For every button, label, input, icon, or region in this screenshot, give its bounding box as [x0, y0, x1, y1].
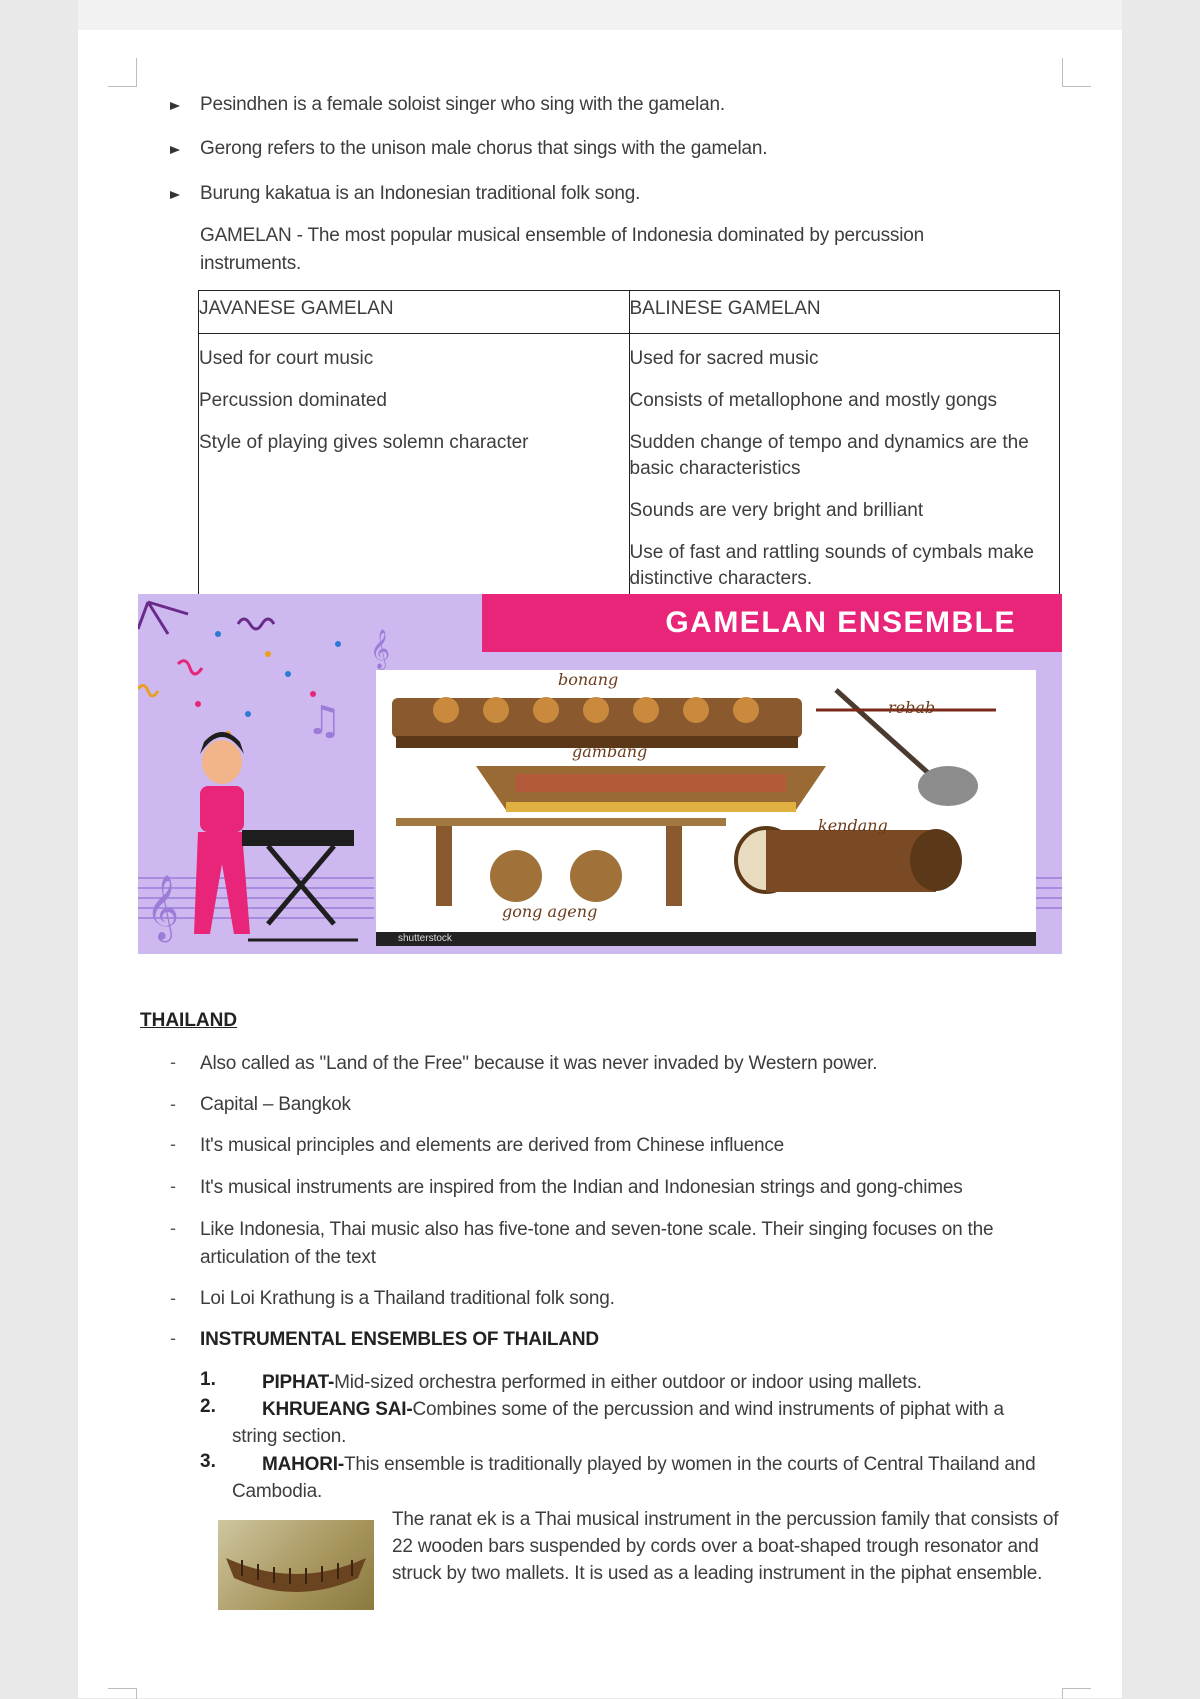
- table-cell: Sudden change of tempo and dynamics are the basic characteristics: [629, 432, 1029, 479]
- bullet-arrow-icon: [170, 191, 180, 199]
- ranat-ek-illustration: [218, 1520, 374, 1610]
- table-cell: Sounds are very bright and brilliant: [629, 500, 924, 521]
- gamelan-definition: GAMELAN - The most popular musical ensemble of Indonesia dominated by percussion instruments.: [200, 225, 924, 274]
- music-staff-right: [1036, 878, 1062, 908]
- kendang-illustration: [736, 828, 962, 892]
- banner-title: GAMELAN ENSEMBLE: [482, 594, 1062, 652]
- ensemble-item: [262, 1369, 1142, 1396]
- thailand-item: Also called as "Land of the Free" because it was never invaded by Western power.: [200, 1053, 878, 1074]
- dash-bullet-icon: -: [170, 1134, 176, 1154]
- thailand-item: Capital – Bangkok: [200, 1094, 351, 1115]
- list-number: 1.: [200, 1369, 216, 1390]
- label-rebab: rebab: [888, 698, 936, 717]
- label-bonang: bonang: [558, 670, 619, 689]
- gamelan-instruments-photo: [376, 670, 1036, 932]
- dash-bullet-icon: -: [170, 1052, 176, 1072]
- table-header-balinese: BALINESE GAMELAN: [629, 291, 1060, 334]
- margin-mark-bottom-right: [1062, 1688, 1091, 1699]
- dash-bullet-icon: -: [170, 1176, 176, 1196]
- balinese-column: [629, 334, 1060, 607]
- gong-ageng-illustration: [396, 818, 726, 906]
- table-cell: Style of playing gives solemn character: [199, 432, 529, 453]
- dash-bullet-icon: -: [170, 1288, 176, 1308]
- label-gong-ageng: gong ageng: [502, 902, 598, 921]
- dash-bullet-icon: -: [170, 1094, 176, 1114]
- treble-clef-icon: 𝄞: [146, 875, 180, 940]
- instruments-illustration: [376, 670, 1036, 932]
- label-kendang: kendang: [818, 816, 888, 835]
- thailand-item: It's musical instruments are inspired from the Indian and Indonesian strings and gong-chimes: [200, 1177, 963, 1198]
- gambang-illustration: [476, 766, 826, 812]
- ensemble-desc: Mid-sized orchestra performed in either outdoor or indoor using mallets.: [334, 1372, 922, 1393]
- table-cell: Percussion dominated: [199, 390, 387, 411]
- gamelan-comparison-table: [198, 290, 1060, 607]
- ranat-ek-description: The ranat ek is a Thai musical instrument in the percussion family that consists of 22 wooden bars suspended by cords over a boat-shaped trough resonator and struck by two mallets. It is used as a leading instrument in the piphat ensemble.: [392, 1509, 1059, 1584]
- ensemble-name: PIPHAT-: [262, 1372, 335, 1393]
- bullet-pesindhen: Pesindhen is a female soloist singer who sing with the gamelan.: [200, 94, 725, 115]
- ensemble-name: MAHORI-: [262, 1454, 344, 1475]
- confetti-decoration: [138, 602, 274, 696]
- dash-bullet-icon: -: [170, 1328, 176, 1348]
- ensemble-name: KHRUEANG SAI-: [262, 1399, 413, 1420]
- dash-bullet-icon: -: [170, 1218, 176, 1238]
- bullet-gerong: Gerong refers to the unison male chorus that sings with the gamelan.: [200, 138, 768, 159]
- bullet-arrow-icon: [170, 146, 180, 154]
- ensemble-item: [232, 1396, 1052, 1450]
- table-cell: Use of fast and rattling sounds of cymbals make distinctive characters.: [629, 542, 1034, 589]
- table-cell: Consists of metallophone and mostly gongs: [629, 390, 998, 411]
- bonang-illustration: [392, 697, 802, 748]
- ensemble-desc: Combines some of the percussion and wind instruments of piphat with a string section.: [232, 1399, 1004, 1447]
- thailand-heading: THAILAND: [140, 1010, 238, 1031]
- table-cell: Used for sacred music: [629, 348, 819, 369]
- bullet-arrow-icon: [170, 102, 180, 110]
- document-page: [78, 0, 1122, 1698]
- woman-keyboard-illustration: [194, 732, 358, 940]
- javanese-column: [199, 334, 630, 607]
- thailand-item: Loi Loi Krathung is a Thailand traditional folk song.: [200, 1288, 615, 1309]
- music-note-icon: 𝄞: [370, 629, 391, 669]
- margin-mark-top-right: [1062, 58, 1091, 87]
- ensemble-desc: This ensemble is traditionally played by women in the courts of Central Thailand and Cambodia.: [232, 1454, 1036, 1502]
- margin-mark-bottom-left: [108, 1688, 137, 1699]
- thailand-item: Like Indonesia, Thai music also has five-tone and seven-tone scale. Their singing focuses on the articulation of the text: [200, 1219, 994, 1268]
- music-note-icon: ♫: [306, 698, 342, 744]
- thailand-item: It's musical principles and elements are derived from Chinese influence: [200, 1135, 784, 1156]
- ensemble-item: [232, 1451, 1062, 1505]
- table-cell: Used for court music: [199, 348, 374, 369]
- page-top-band: [78, 0, 1122, 30]
- ranat-ek-image: [218, 1520, 374, 1610]
- label-gambang: gambang: [572, 742, 648, 761]
- ensembles-heading: INSTRUMENTAL ENSEMBLES OF THAILAND: [200, 1329, 599, 1350]
- list-number: 3.: [200, 1451, 216, 1472]
- stock-watermark: shutterstock: [376, 932, 1036, 946]
- table-header-javanese: JAVANESE GAMELAN: [199, 291, 630, 334]
- list-number: 2.: [200, 1396, 216, 1417]
- gamelan-ensemble-banner: [138, 594, 1062, 954]
- margin-mark-top-left: [108, 58, 137, 87]
- bullet-burung-kakatua: Burung kakatua is an Indonesian traditional folk song.: [200, 183, 641, 204]
